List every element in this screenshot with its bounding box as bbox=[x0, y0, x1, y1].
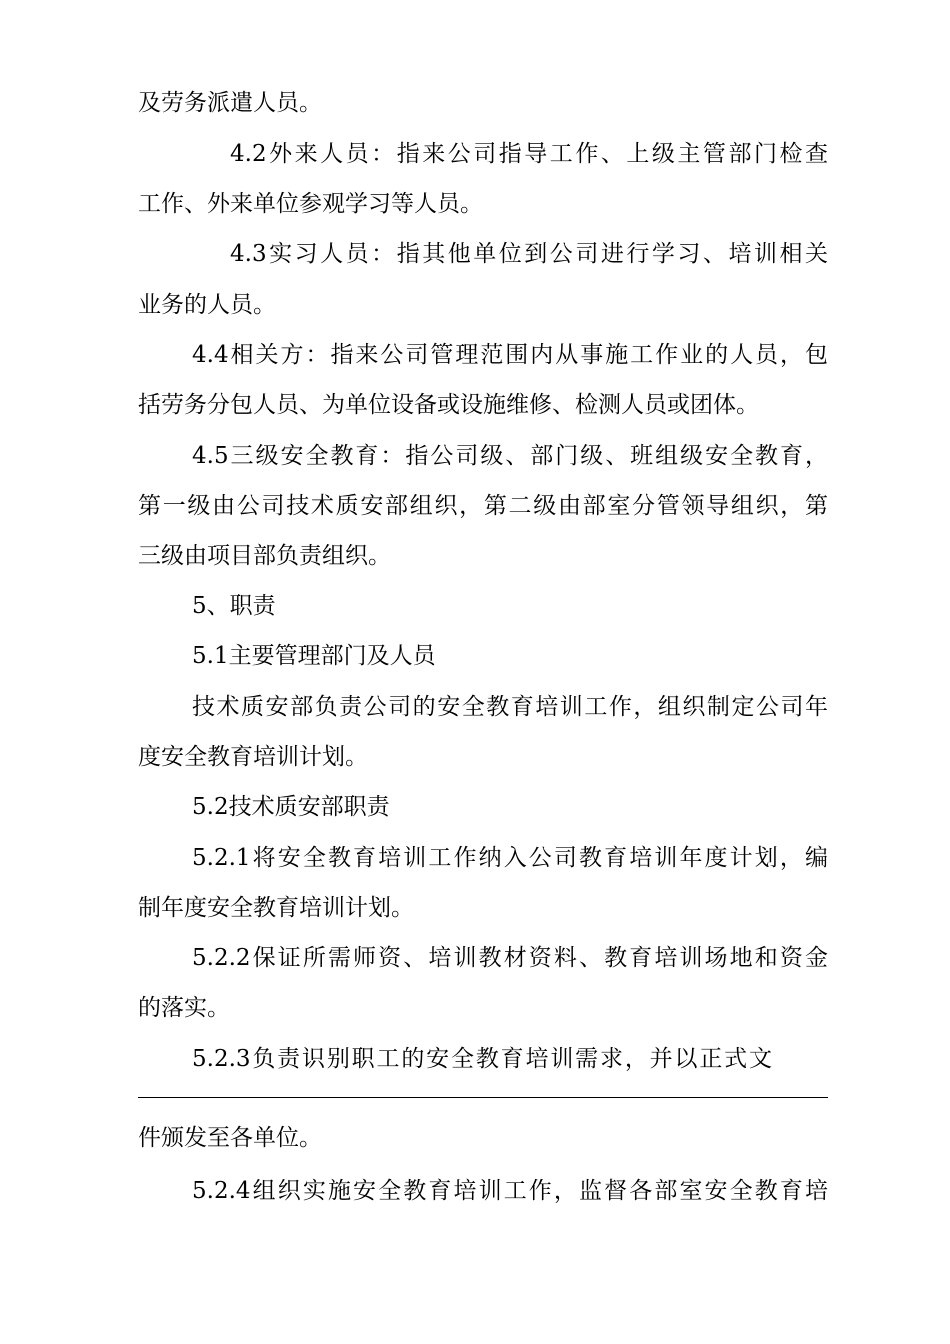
text-line-22-content: 5.2.4组织实施安全教育培训工作，监督各部室安全教育培 bbox=[192, 1178, 828, 1204]
text-line-18-content: 5.2.2保证所需师资、培训教材资料、教育培训场地和资金 bbox=[192, 945, 828, 971]
text-line-13 bbox=[192, 692, 950, 722]
text-line-21: 件颁发至各单位。 bbox=[138, 1125, 322, 1151]
text-line-5: 业务的人员。 bbox=[138, 292, 276, 318]
text-line-4 bbox=[230, 239, 950, 269]
text-line-6-content: 4.4相关方：指来公司管理范围内从事施工作业的人员，包 bbox=[192, 342, 828, 368]
text-line-19: 的落实。 bbox=[138, 995, 230, 1021]
text-line-2-content: 4.2外来人员：指来公司指导工作、上级主管部门检查 bbox=[230, 141, 828, 167]
text-line-17: 制年度安全教育培训计划。 bbox=[138, 895, 414, 921]
text-line-14: 度安全教育培训计划。 bbox=[138, 744, 368, 770]
text-line-18 bbox=[192, 943, 950, 973]
text-line-16-content: 5.2.1将安全教育培训工作纳入公司教育培训年度计划，编 bbox=[192, 845, 828, 871]
text-line-22 bbox=[192, 1176, 950, 1206]
text-line-16 bbox=[192, 843, 950, 873]
text-line-10: 三级由项目部负责组织。 bbox=[138, 543, 391, 569]
text-line-7: 括劳务分包人员、为单位设备或设施维修、检测人员或团体。 bbox=[138, 392, 759, 418]
text-line-9 bbox=[138, 491, 950, 521]
text-line-13-content: 技术质安部负责公司的安全教育培训工作，组织制定公司年 bbox=[192, 694, 828, 720]
text-line-20-content: 5.2.3负责识别职工的安全教育培训需求，并以正式文 bbox=[192, 1046, 772, 1072]
text-line-4-content: 4.3实习人员：指其他单位到公司进行学习、培训相关 bbox=[230, 241, 828, 267]
text-line-6 bbox=[192, 340, 950, 370]
text-line-20 bbox=[192, 1044, 950, 1074]
subsection-heading-5-2: 5.2技术质安部职责 bbox=[192, 794, 390, 820]
text-line-1: 及劳务派遣人员。 bbox=[138, 90, 322, 116]
text-line-8-content: 4.5三级安全教育：指公司级、部门级、班组级安全教育， bbox=[192, 443, 828, 469]
text-line-2 bbox=[230, 139, 950, 169]
subsection-heading-5-1: 5.1主要管理部门及人员 bbox=[192, 643, 436, 669]
text-line-3: 工作、外来单位参观学习等人员。 bbox=[138, 191, 483, 217]
page-divider bbox=[138, 1097, 828, 1098]
text-line-9-content: 第一级由公司技术质安部组织，第二级由部室分管领导组织，第 bbox=[138, 493, 828, 519]
text-line-8 bbox=[192, 441, 950, 471]
section-heading-5: 5、职责 bbox=[192, 593, 276, 619]
